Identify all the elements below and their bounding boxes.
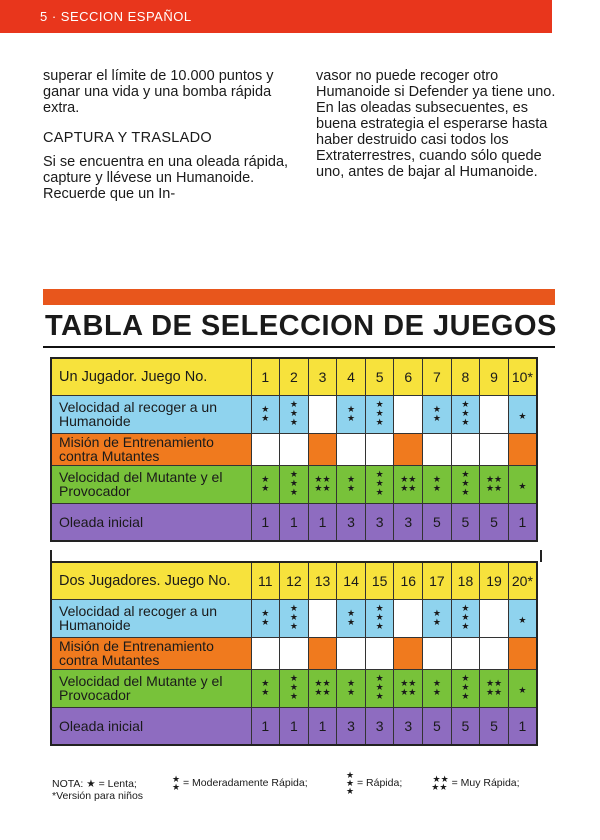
title-underline xyxy=(43,346,555,348)
star-icon: ★★ ★★ xyxy=(431,774,449,792)
speed-cell xyxy=(337,465,366,503)
training-mission-on-cell xyxy=(308,637,337,669)
speed-cell xyxy=(394,669,423,707)
initial-wave-cell: 5 xyxy=(480,707,509,745)
star-icon: ★★ ★★ xyxy=(485,473,503,493)
star-icon: ★ ★ ★ xyxy=(346,770,355,796)
row-label: Velocidad del Mutante y el Provocador xyxy=(51,465,251,503)
training-mission-off-cell xyxy=(251,433,280,465)
divider-bar xyxy=(43,289,555,305)
speed-cell xyxy=(280,669,309,707)
note-label: NOTA: xyxy=(52,778,84,790)
game-selection-table-two-players xyxy=(50,561,538,746)
star-icon: ★ ★ xyxy=(261,403,270,423)
empty-cell xyxy=(394,599,423,637)
training-mission-off-cell xyxy=(480,433,509,465)
game-number-cell: 8 xyxy=(451,358,480,395)
star-icon: ★ ★ ★ xyxy=(289,399,298,427)
training-mission-off-cell xyxy=(280,433,309,465)
training-mission-off-cell xyxy=(280,637,309,669)
initial-wave-cell: 1 xyxy=(280,707,309,745)
speed-cell xyxy=(480,669,509,707)
speed-cell xyxy=(337,395,366,433)
game-number-cell: 13 xyxy=(308,562,337,599)
table-row xyxy=(51,637,537,669)
row-label: Oleada inicial xyxy=(51,503,251,541)
table-row xyxy=(51,503,537,541)
empty-cell xyxy=(480,599,509,637)
game-number-cell: 5 xyxy=(365,358,394,395)
speed-cell xyxy=(337,599,366,637)
row-label: Oleada inicial xyxy=(51,707,251,745)
star-icon: ★ xyxy=(518,685,527,695)
star-icon: ★ ★ xyxy=(432,403,441,423)
note-kids-version: *Versión para niños xyxy=(52,790,144,802)
speed-cell xyxy=(508,465,537,503)
speed-cell xyxy=(280,465,309,503)
speed-cell xyxy=(251,669,280,707)
row-label: Un Jugador. Juego No. xyxy=(51,358,251,395)
table-row xyxy=(51,433,537,465)
speed-cell xyxy=(451,395,480,433)
star-icon: ★ xyxy=(518,481,527,491)
speed-cell xyxy=(308,669,337,707)
speed-cell xyxy=(508,669,537,707)
speed-cell xyxy=(365,465,394,503)
initial-wave-cell: 5 xyxy=(423,503,452,541)
initial-wave-cell: 1 xyxy=(508,707,537,745)
speed-cell xyxy=(508,395,537,433)
speed-cell xyxy=(423,599,452,637)
star-icon: ★ ★ xyxy=(347,607,356,627)
training-mission-on-cell xyxy=(308,433,337,465)
star-icon: ★★ ★★ xyxy=(314,677,331,697)
section-heading: CAPTURA Y TRASLADO xyxy=(43,130,212,146)
section-header xyxy=(0,0,552,33)
speed-cell xyxy=(423,669,452,707)
game-number-cell: 6 xyxy=(394,358,423,395)
game-number-cell: 20* xyxy=(508,562,537,599)
game-number-cell: 7 xyxy=(423,358,452,395)
speed-cell xyxy=(365,395,394,433)
star-icon: ★ ★ ★ xyxy=(375,399,384,427)
speed-cell xyxy=(280,395,309,433)
game-number-cell: 11 xyxy=(251,562,280,599)
game-number-cell: 19 xyxy=(480,562,509,599)
star-icon: ★ xyxy=(518,411,527,421)
star-icon: ★ ★ xyxy=(432,677,441,697)
paragraph: superar el límite de 10.000 puntos y ganar una vida y una bomba rápida extra. xyxy=(43,68,274,116)
game-number-cell: 4 xyxy=(337,358,366,395)
speed-cell xyxy=(423,395,452,433)
initial-wave-cell: 1 xyxy=(280,503,309,541)
initial-wave-cell: 1 xyxy=(308,707,337,745)
star-icon: ★ ★ xyxy=(261,677,270,697)
star-icon: ★★ ★★ xyxy=(400,473,417,493)
initial-wave-cell: 1 xyxy=(251,707,280,745)
star-icon: ★ ★ ★ xyxy=(289,603,298,631)
row-label: Velocidad del Mutante y el Provocador xyxy=(51,669,251,707)
speed-cell xyxy=(365,599,394,637)
initial-wave-cell: 5 xyxy=(480,503,509,541)
note-line xyxy=(52,778,143,802)
table-header-row xyxy=(51,358,537,395)
text-column-right xyxy=(316,68,556,180)
training-mission-on-cell xyxy=(508,637,537,669)
game-number-cell: 15 xyxy=(365,562,394,599)
training-mission-off-cell xyxy=(451,433,480,465)
table-row xyxy=(51,395,537,433)
speed-cell xyxy=(451,599,480,637)
training-mission-off-cell xyxy=(423,433,452,465)
star-icon: ★★ ★★ xyxy=(400,677,417,697)
star-icon: ★ xyxy=(86,778,96,790)
star-icon: ★ ★ xyxy=(347,473,356,493)
training-mission-off-cell xyxy=(365,433,394,465)
star-icon: ★ ★ ★ xyxy=(461,399,470,427)
empty-cell xyxy=(394,395,423,433)
text-column-left xyxy=(43,68,293,202)
initial-wave-cell: 3 xyxy=(394,707,423,745)
star-icon: ★ ★ ★ xyxy=(375,603,384,631)
initial-wave-cell: 3 xyxy=(394,503,423,541)
training-mission-off-cell xyxy=(337,637,366,669)
speed-cell xyxy=(280,599,309,637)
star-icon: ★ ★ ★ xyxy=(375,673,384,701)
game-number-cell: 9 xyxy=(480,358,509,395)
speed-cell xyxy=(251,599,280,637)
table-row xyxy=(51,669,537,707)
star-icon: ★ ★ xyxy=(347,403,356,423)
row-label: Velocidad al recoger a un Humanoide xyxy=(51,599,251,637)
speed-cell xyxy=(251,465,280,503)
empty-cell xyxy=(308,395,337,433)
empty-cell xyxy=(480,395,509,433)
star-icon: ★ ★ xyxy=(261,473,270,493)
game-number-cell: 10* xyxy=(508,358,537,395)
initial-wave-cell: 3 xyxy=(337,503,366,541)
initial-wave-cell: 1 xyxy=(251,503,280,541)
game-number-cell: 14 xyxy=(337,562,366,599)
training-mission-off-cell xyxy=(451,637,480,669)
game-number-cell: 3 xyxy=(308,358,337,395)
note-slow: = Lenta; xyxy=(98,778,137,790)
speed-cell xyxy=(423,465,452,503)
star-icon: ★ ★ xyxy=(172,774,181,792)
star-icon: ★ ★ ★ xyxy=(289,469,298,497)
table-row xyxy=(51,599,537,637)
initial-wave-cell: 1 xyxy=(508,503,537,541)
initial-wave-cell: 5 xyxy=(451,707,480,745)
star-icon: ★ ★ xyxy=(347,677,356,697)
star-icon: ★ xyxy=(518,615,527,625)
row-label: Velocidad al recoger a un Humanoide xyxy=(51,395,251,433)
initial-wave-cell: 1 xyxy=(308,503,337,541)
star-icon: ★ ★ ★ xyxy=(461,469,470,497)
initial-wave-cell: 5 xyxy=(423,707,452,745)
star-icon: ★★ ★★ xyxy=(314,473,331,493)
initial-wave-cell: 5 xyxy=(451,503,480,541)
training-mission-off-cell xyxy=(337,433,366,465)
table-title: TABLA DE SELECCION DE JUEGOS xyxy=(45,310,557,342)
training-mission-off-cell xyxy=(480,637,509,669)
paragraph: vasor no puede recoger otro Humanoide si Defender ya tiene uno. En las oleadas subsecuentes, es buena estrategia el esperarse hasta haber destruido casi todos los Extraterrestres, cuando sólo quede uno, antes de bajar al Humanoide. xyxy=(316,68,556,180)
star-icon: ★ ★ xyxy=(432,473,441,493)
star-icon: ★ ★ ★ xyxy=(461,673,470,701)
speed-cell xyxy=(480,465,509,503)
empty-cell xyxy=(308,599,337,637)
training-mission-off-cell xyxy=(251,637,280,669)
star-icon: ★★ ★★ xyxy=(485,677,503,697)
game-number-cell: 2 xyxy=(280,358,309,395)
initial-wave-cell: 3 xyxy=(365,503,394,541)
game-selection-table-one-player xyxy=(50,357,538,542)
table-row xyxy=(51,707,537,745)
speed-cell xyxy=(394,465,423,503)
row-label: Misión de Entrenamiento contra Mutantes xyxy=(51,433,251,465)
row-label: Dos Jugadores. Juego No. xyxy=(51,562,251,599)
speed-cell xyxy=(337,669,366,707)
game-number-cell: 1 xyxy=(251,358,280,395)
row-label: Misión de Entrenamiento contra Mutantes xyxy=(51,637,251,669)
training-mission-on-cell xyxy=(508,433,537,465)
training-mission-off-cell xyxy=(423,637,452,669)
section-header-text: 5 · SECCION ESPAÑOL xyxy=(40,9,192,24)
note-moderate: ★ ★ = Moderadamente Rápida; xyxy=(172,774,308,792)
speed-cell xyxy=(451,669,480,707)
star-icon: ★ ★ ★ xyxy=(375,469,384,497)
table-header-row xyxy=(51,562,537,599)
star-icon: ★ ★ xyxy=(432,607,441,627)
speed-cell xyxy=(508,599,537,637)
star-icon: ★ ★ ★ xyxy=(461,603,470,631)
game-number-cell: 17 xyxy=(423,562,452,599)
training-mission-on-cell xyxy=(394,433,423,465)
game-number-cell: 12 xyxy=(280,562,309,599)
table-row xyxy=(51,465,537,503)
game-number-cell: 18 xyxy=(451,562,480,599)
speed-cell xyxy=(308,465,337,503)
training-mission-on-cell xyxy=(394,637,423,669)
speed-cell xyxy=(251,395,280,433)
note-very-fast: ★★ ★★ = Muy Rápida; xyxy=(431,774,520,792)
speed-cell xyxy=(451,465,480,503)
paragraph: Si se encuentra en una oleada rápida, capture y llévese un Humanoide. Recuerde que un In- xyxy=(43,154,289,202)
initial-wave-cell: 3 xyxy=(365,707,394,745)
star-icon: ★ ★ xyxy=(261,607,270,627)
note-fast: ★ ★ ★ = Rápida; xyxy=(346,770,403,796)
initial-wave-cell: 3 xyxy=(337,707,366,745)
training-mission-off-cell xyxy=(365,637,394,669)
speed-cell xyxy=(365,669,394,707)
star-icon: ★ ★ ★ xyxy=(289,673,298,701)
game-number-cell: 16 xyxy=(394,562,423,599)
